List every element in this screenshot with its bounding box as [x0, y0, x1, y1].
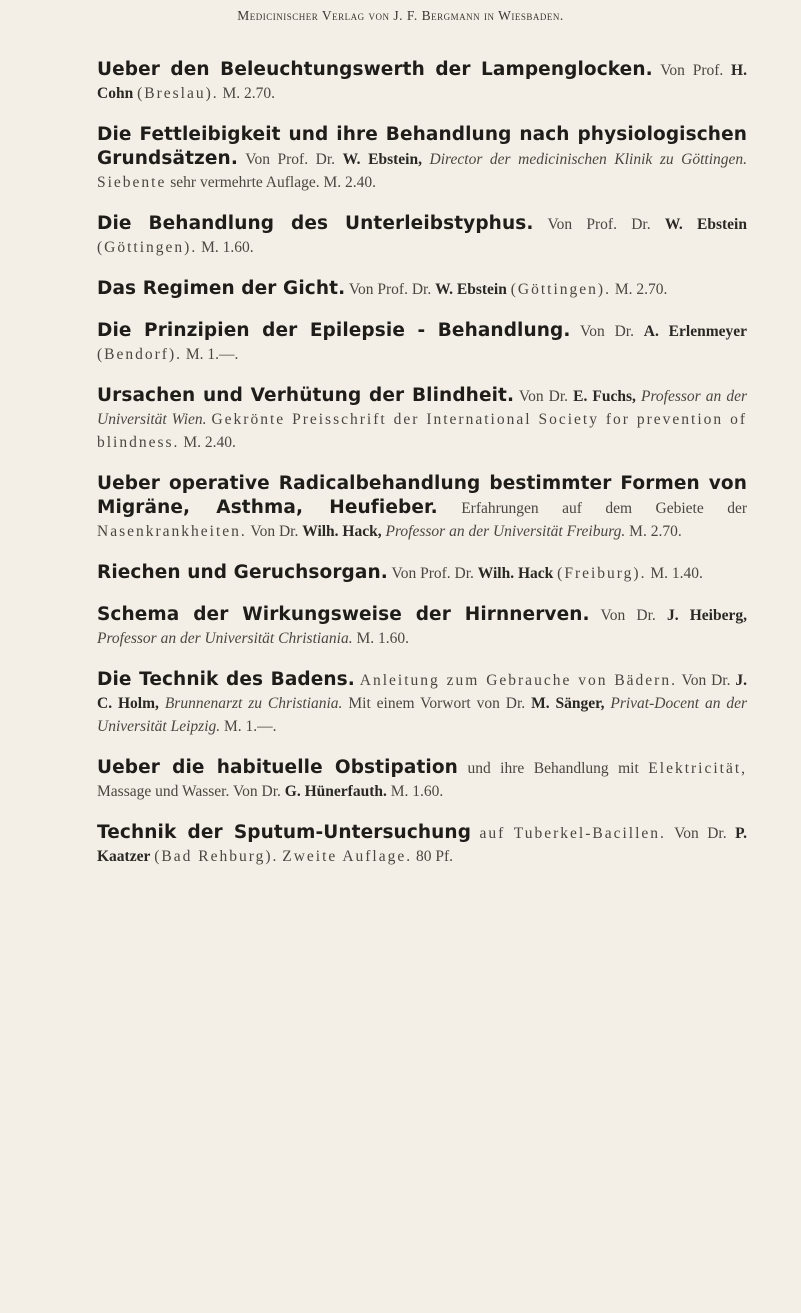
book-title: Ueber operative Radicalbehandlung bestimmter Formen von Migräne, Asthma, Heufieber. — [97, 473, 747, 518]
price: M. 2.40. — [183, 434, 236, 451]
subtitle-text: Erfahrungen auf dem Gebiete der — [461, 500, 747, 517]
author-name: W. Ebstein — [435, 281, 507, 298]
author-role: Brunnenarzt zu Christiania. — [164, 695, 343, 712]
price: M. 1.60. — [201, 239, 254, 256]
publisher-header: Medicinischer Verlag von J. F. Bergmann in Wiesbaden. — [237, 8, 564, 23]
subtitle-spaced: Tuberkel-Bacillen. — [513, 825, 666, 842]
author-name: H. Cohn — [97, 62, 747, 102]
author-name: Wilh. Hack — [477, 565, 554, 582]
edition-word: Siebente — [97, 174, 167, 191]
author-place: (Göttingen). — [510, 281, 611, 298]
author-role: Professor an der Universität Wien. — [97, 388, 747, 428]
author-prefix: Von Dr. — [518, 388, 569, 405]
book-entry — [97, 319, 747, 366]
book-entry — [97, 756, 747, 803]
book-note: Gekrönte Preisschrift der International Society for prevention of blindness. — [97, 411, 747, 451]
author-prefix: Von Dr. — [600, 607, 656, 624]
book-title: Die Technik des Badens. — [97, 669, 355, 690]
foreword-role: Privat-Docent an der Universität Leipzig. — [97, 695, 748, 735]
book-title: Technik der Sputum-Untersuchung — [97, 822, 472, 843]
book-title: Die Fettleibigkeit und ihre Behandlung nach physiologischen Grundsätzen. — [97, 124, 747, 169]
price: M. 2.70. — [222, 85, 276, 102]
price: M. 2.40. — [323, 174, 377, 191]
foreword-author: M. Sänger, — [531, 695, 605, 712]
book-entry — [97, 212, 747, 259]
price: M. 1.60. — [356, 630, 410, 647]
author-prefix: Von Prof. Dr. — [547, 216, 651, 233]
author-place: (Bendorf). — [97, 346, 182, 363]
author-prefix: Von Prof. — [660, 62, 724, 79]
author-role: Professor an der Universität Freiburg. — [385, 523, 626, 540]
author-name: Wilh. Hack, — [302, 523, 382, 540]
price: M. 2.70. — [614, 281, 668, 298]
author-name: J. C. Holm, — [97, 672, 747, 712]
book-title: Ueber die habituelle Obstipation — [97, 757, 458, 778]
book-entry — [97, 668, 747, 738]
book-title: Die Prinzipien der Epilepsie - Behandlung. — [97, 320, 571, 341]
book-title: Schema der Wirkungsweise der Hirnnerven. — [97, 604, 590, 625]
author-name: A. Erlenmeyer — [643, 323, 747, 340]
book-entry — [97, 821, 747, 868]
author-prefix: Von Dr. — [681, 672, 731, 689]
book-title: Das Regimen der Gicht. — [97, 278, 346, 299]
subtitle-text: auf — [479, 825, 506, 842]
author-place: (Breslau). — [137, 85, 219, 102]
author-prefix: Von Dr. — [674, 825, 727, 842]
book-title: Riechen und Geruchsorgan. — [97, 562, 388, 583]
subtitle-spaced: Elektricität, — [648, 760, 748, 777]
foreword-text: Mit einem Vorwort von Dr. — [348, 695, 526, 712]
edition-text: sehr vermehrte Auflage. — [170, 174, 320, 191]
price: M. 1.40. — [650, 565, 703, 582]
price: M. 1.60. — [390, 783, 444, 800]
author-name: W. Ebstein — [664, 216, 747, 233]
subtitle-text-2: Massage und Wasser. — [97, 783, 230, 800]
book-title: Die Behandlung des Unterleibstyphus. — [97, 213, 534, 234]
author-prefix: Von Dr. — [232, 783, 281, 800]
book-entry — [97, 472, 747, 543]
author-place: (Göttingen). — [97, 239, 198, 256]
price: M. 1.—. — [224, 718, 277, 735]
author-prefix: Von Dr. — [580, 323, 634, 340]
author-name: W. Ebstein, — [342, 151, 422, 168]
book-entry — [97, 384, 747, 454]
book-entry — [97, 277, 747, 301]
book-title: Ursachen und Verhütung der Blindheit. — [97, 385, 515, 406]
author-name: J. Heiberg, — [666, 607, 747, 624]
author-name: E. Fuchs, — [573, 388, 636, 405]
author-name: G. Hünerfauth. — [284, 783, 387, 800]
price: M. 1.—. — [185, 346, 239, 363]
subtitle-spaced: Nasenkrankheiten. — [97, 523, 247, 540]
author-place: (Freiburg). — [557, 565, 647, 582]
subtitle-spaced: Anleitung zum Gebrauche von Bädern. — [359, 672, 677, 689]
author-prefix: Von Prof. Dr. — [391, 565, 474, 582]
price: 80 Pf. — [416, 848, 454, 865]
edition-text: Zweite Auflage. — [282, 848, 413, 865]
price: M. 2.70. — [629, 523, 682, 540]
book-entry — [97, 561, 747, 585]
subtitle-text: und ihre Behandlung mit — [467, 760, 639, 777]
author-prefix: Von Dr. — [250, 523, 299, 540]
book-entry — [97, 603, 747, 650]
author-prefix: Von Prof. Dr. — [245, 151, 336, 168]
author-place: (Bad Rehburg). — [154, 848, 279, 865]
book-list — [97, 58, 747, 886]
author-role: Professor an der Universität Christiania. — [97, 630, 353, 647]
author-role: Director der medicinischen Klinik zu Göttingen. — [429, 151, 748, 168]
book-title: Ueber den Beleuchtungswerth der Lampenglocken. — [97, 59, 653, 80]
book-entry — [97, 58, 747, 105]
author-name: P. Kaatzer — [97, 825, 748, 865]
author-prefix: Von Prof. Dr. — [348, 281, 432, 298]
book-entry — [97, 123, 747, 194]
